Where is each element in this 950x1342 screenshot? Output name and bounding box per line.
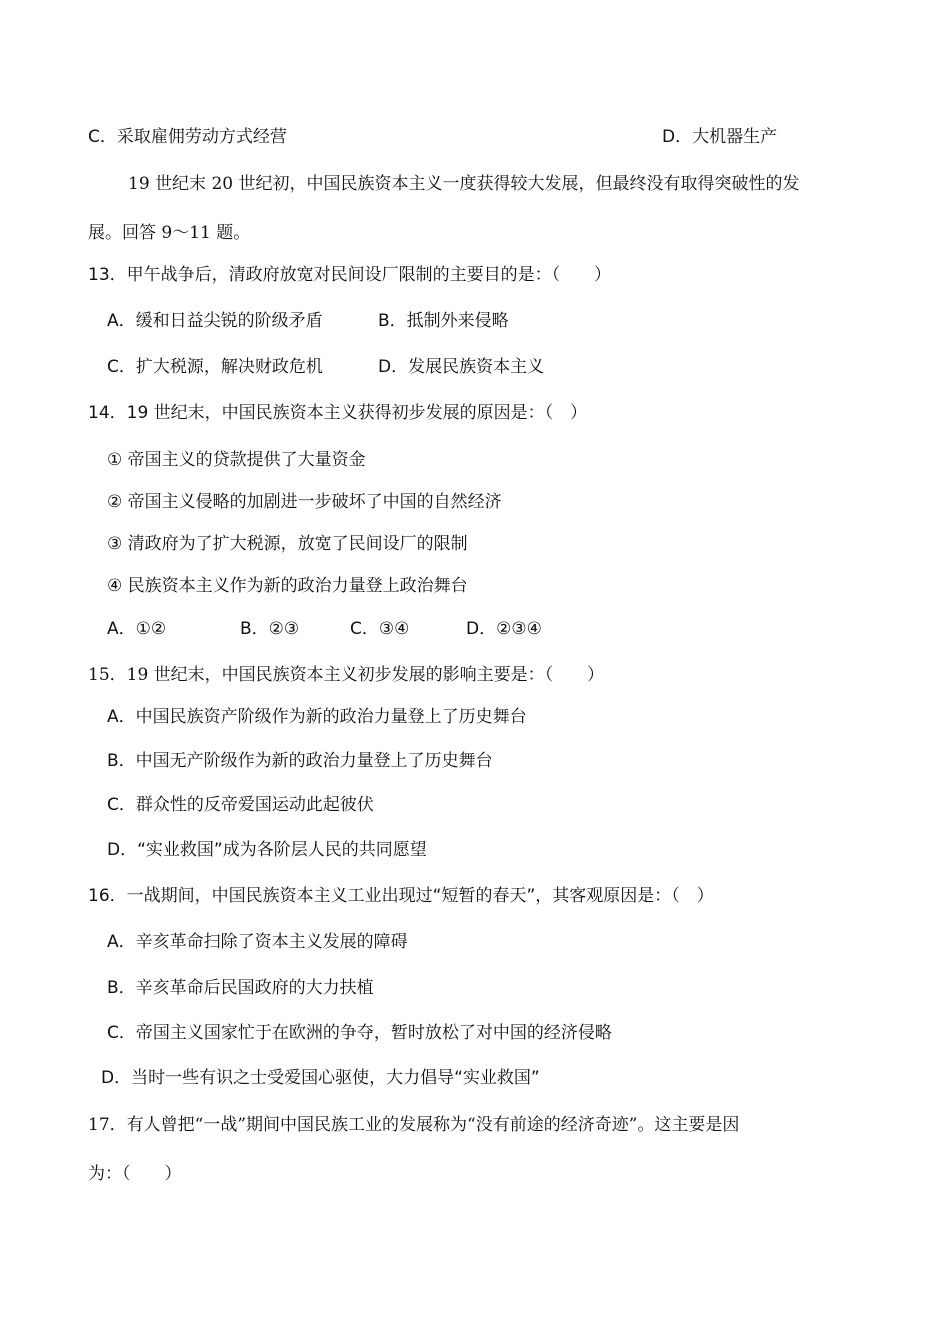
q13-option-c: C．扩大税源，解决财政危机 <box>107 357 323 377</box>
q13-option-b: B．抵制外来侵略 <box>378 311 509 331</box>
q16-stem: 16．一战期间，中国民族资本主义工业出现过“短暂的春天”，其客观原因是：（ ） <box>88 886 714 906</box>
q16-option-a: A．辛亥革命扫除了资本主义发展的障碍 <box>107 932 408 952</box>
q14-statement-3: ③ 清政府为了扩大税源，放宽了民间设厂的限制 <box>107 534 468 554</box>
q13-option-d: D．发展民族资本主义 <box>378 357 545 377</box>
intro-line-1: 19 世纪末 20 世纪初，中国民族资本主义一度获得较大发展，但最终没有取得突破性的发 <box>128 174 800 194</box>
q14-option-c: C．③④ <box>350 619 410 639</box>
q17-stem-line-2: 为：（ ） <box>88 1164 182 1184</box>
q13-option-a: A．缓和日益尖锐的阶级矛盾 <box>107 311 323 331</box>
q16-option-b: B．辛亥革命后民国政府的大力扶植 <box>107 978 374 998</box>
q16-option-d: D．当时一些有识之士受爱国心驱使，大力倡导“实业救国” <box>101 1068 540 1088</box>
q14-option-a: A．①② <box>107 619 167 639</box>
q14-option-b: B．②③ <box>240 619 300 639</box>
q17-stem-line-1: 17．有人曾把“一战”期间中国民族工业的发展称为“没有前途的经济奇迹”。这主要是因 <box>88 1115 740 1135</box>
q15-option-b: B．中国无产阶级作为新的政治力量登上了历史舞台 <box>107 751 493 771</box>
q15-stem: 15．19 世纪末，中国民族资本主义初步发展的影响主要是：（ ） <box>88 665 605 685</box>
q14-statement-4: ④ 民族资本主义作为新的政治力量登上政治舞台 <box>107 576 468 596</box>
prev-option-c: C．采取雇佣劳动方式经营 <box>88 127 287 147</box>
q14-option-d: D．②③④ <box>466 619 542 639</box>
q14-statement-2: ② 帝国主义侵略的加剧进一步破坏了中国的自然经济 <box>107 492 502 512</box>
q15-option-a: A．中国民族资产阶级作为新的政治力量登上了历史舞台 <box>107 707 527 727</box>
q14-stem: 14．19 世纪末，中国民族资本主义获得初步发展的原因是：（ ） <box>88 403 588 423</box>
q14-statement-1: ① 帝国主义的贷款提供了大量资金 <box>107 450 366 470</box>
q15-option-c: C．群众性的反帝爱国运动此起彼伏 <box>107 795 374 815</box>
q15-option-d: D．“实业救国”成为各阶层人民的共同愿望 <box>107 840 427 860</box>
q13-stem: 13．甲午战争后，清政府放宽对民间设厂限制的主要目的是：（ ） <box>88 265 612 285</box>
intro-line-2: 展。回答 9～11 题。 <box>88 223 251 243</box>
prev-option-d: D．大机器生产 <box>662 127 778 147</box>
q16-option-c: C．帝国主义国家忙于在欧洲的争夺，暂时放松了对中国的经济侵略 <box>107 1023 612 1043</box>
